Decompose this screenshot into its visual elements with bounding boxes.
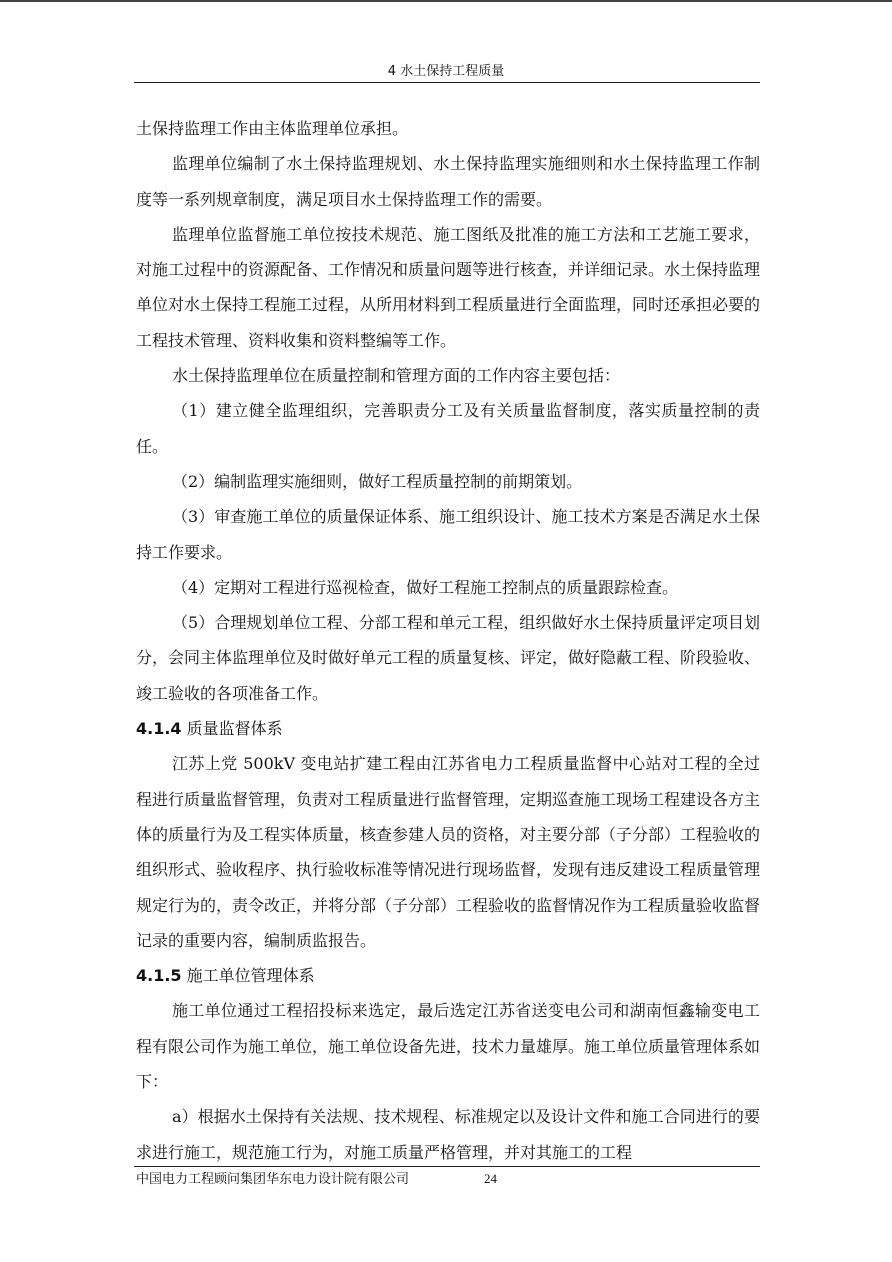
section-heading-4-1-4 bbox=[136, 711, 760, 746]
list-item: （5）合理规划单位工程、分部工程和单元工程，组织做好水土保持质量评定项目划分，会同主体监理单位及时做好单元工程的质量复核、评定，做好隐蔽工程、阶段验收、竣工验收的各项准备工作。 bbox=[136, 613, 761, 703]
section-title: 质量监督体系 bbox=[186, 719, 283, 739]
paragraph: 水土保持监理单位在质量控制和管理方面的工作内容主要包括： bbox=[172, 366, 621, 386]
section-number: 4.1.5 bbox=[136, 966, 182, 986]
footer-organization: 中国电力工程顾问集团华东电力设计院有限公司 bbox=[136, 1172, 410, 1187]
page-number: 24 bbox=[484, 1171, 497, 1186]
section-heading-4-1-5 bbox=[136, 958, 760, 993]
list-item: （1）建立健全监理组织，完善职责分工及有关质量监督制度，落实质量控制的责任。 bbox=[136, 401, 760, 456]
list-item: （3）审查施工单位的质量保证体系、施工组织设计、施工技术方案是否满足水土保持工作要求。 bbox=[136, 507, 760, 562]
list-item: （2）编制监理实施细则，做好工程质量控制的前期策划。 bbox=[172, 471, 583, 491]
page-top-border bbox=[0, 0, 892, 2]
running-header: 4 水土保持工程质量 bbox=[387, 64, 505, 79]
section-title: 施工单位管理体系 bbox=[186, 966, 315, 986]
paragraph: 施工单位通过工程招投标来选定，最后选定江苏省送变电公司和湖南恒鑫输变电工程有限公司作为施工单位，施工单位设备先进，技术力量雄厚。施工单位质量管理体系如下： bbox=[136, 1001, 761, 1092]
header-rule bbox=[134, 82, 760, 83]
footer-rule bbox=[134, 1166, 760, 1167]
section-number: 4.1.4 bbox=[136, 719, 182, 739]
list-item: （4）定期对工程进行巡视检查，做好工程施工控制点的质量跟踪检查。 bbox=[172, 577, 679, 597]
list-item: a）根据水土保持有关法规、技术规程、标准规定以及设计文件和施工合同进行的要求进行施工，规范施工行为，对施工质量严格管理，并对其施工的工程 bbox=[136, 1107, 760, 1162]
body-text bbox=[136, 111, 760, 1170]
paragraph: 监理单位编制了水土保持监理规划、水土保持监理实施细则和水土保持监理工作制度等一系列规章制度，满足项目水土保持监理工作的需要。 bbox=[136, 154, 760, 209]
paragraph: 土保持监理工作由主体监理单位承担。 bbox=[136, 119, 409, 138]
paragraph: 监理单位监督施工单位按技术规范、施工图纸及批准的施工方法和工艺施工要求，对施工过程中的资源配备、工作情况和质量问题等进行核查，并详细记录。水土保持监理单位对水土保持工程施工过程，从所用材料到工程质量进行全面监理，同时还承担必要的工程技术管理、资料收集和资料整编等工作。 bbox=[136, 224, 761, 350]
paragraph: 江苏上党 500kV 变电站扩建工程由江苏省电力工程质量监督中心站对工程的全过程进行质量监督管理，负责对工程质量进行监督管理，定期巡查施工现场工程建设各方主体的质量行为及工程实体质量，核查参建人员的资格，对主要分部（子分部）工程验收的组织形式、验收程序、执行验收标准等情况进行现场监督，发现有违反建设工程质量管理规定行为的，责令改正，并将分部（子分部）工程验收的监督情况作为工程质量验收监督记录的重要内容，编制质监报告。 bbox=[136, 754, 761, 950]
